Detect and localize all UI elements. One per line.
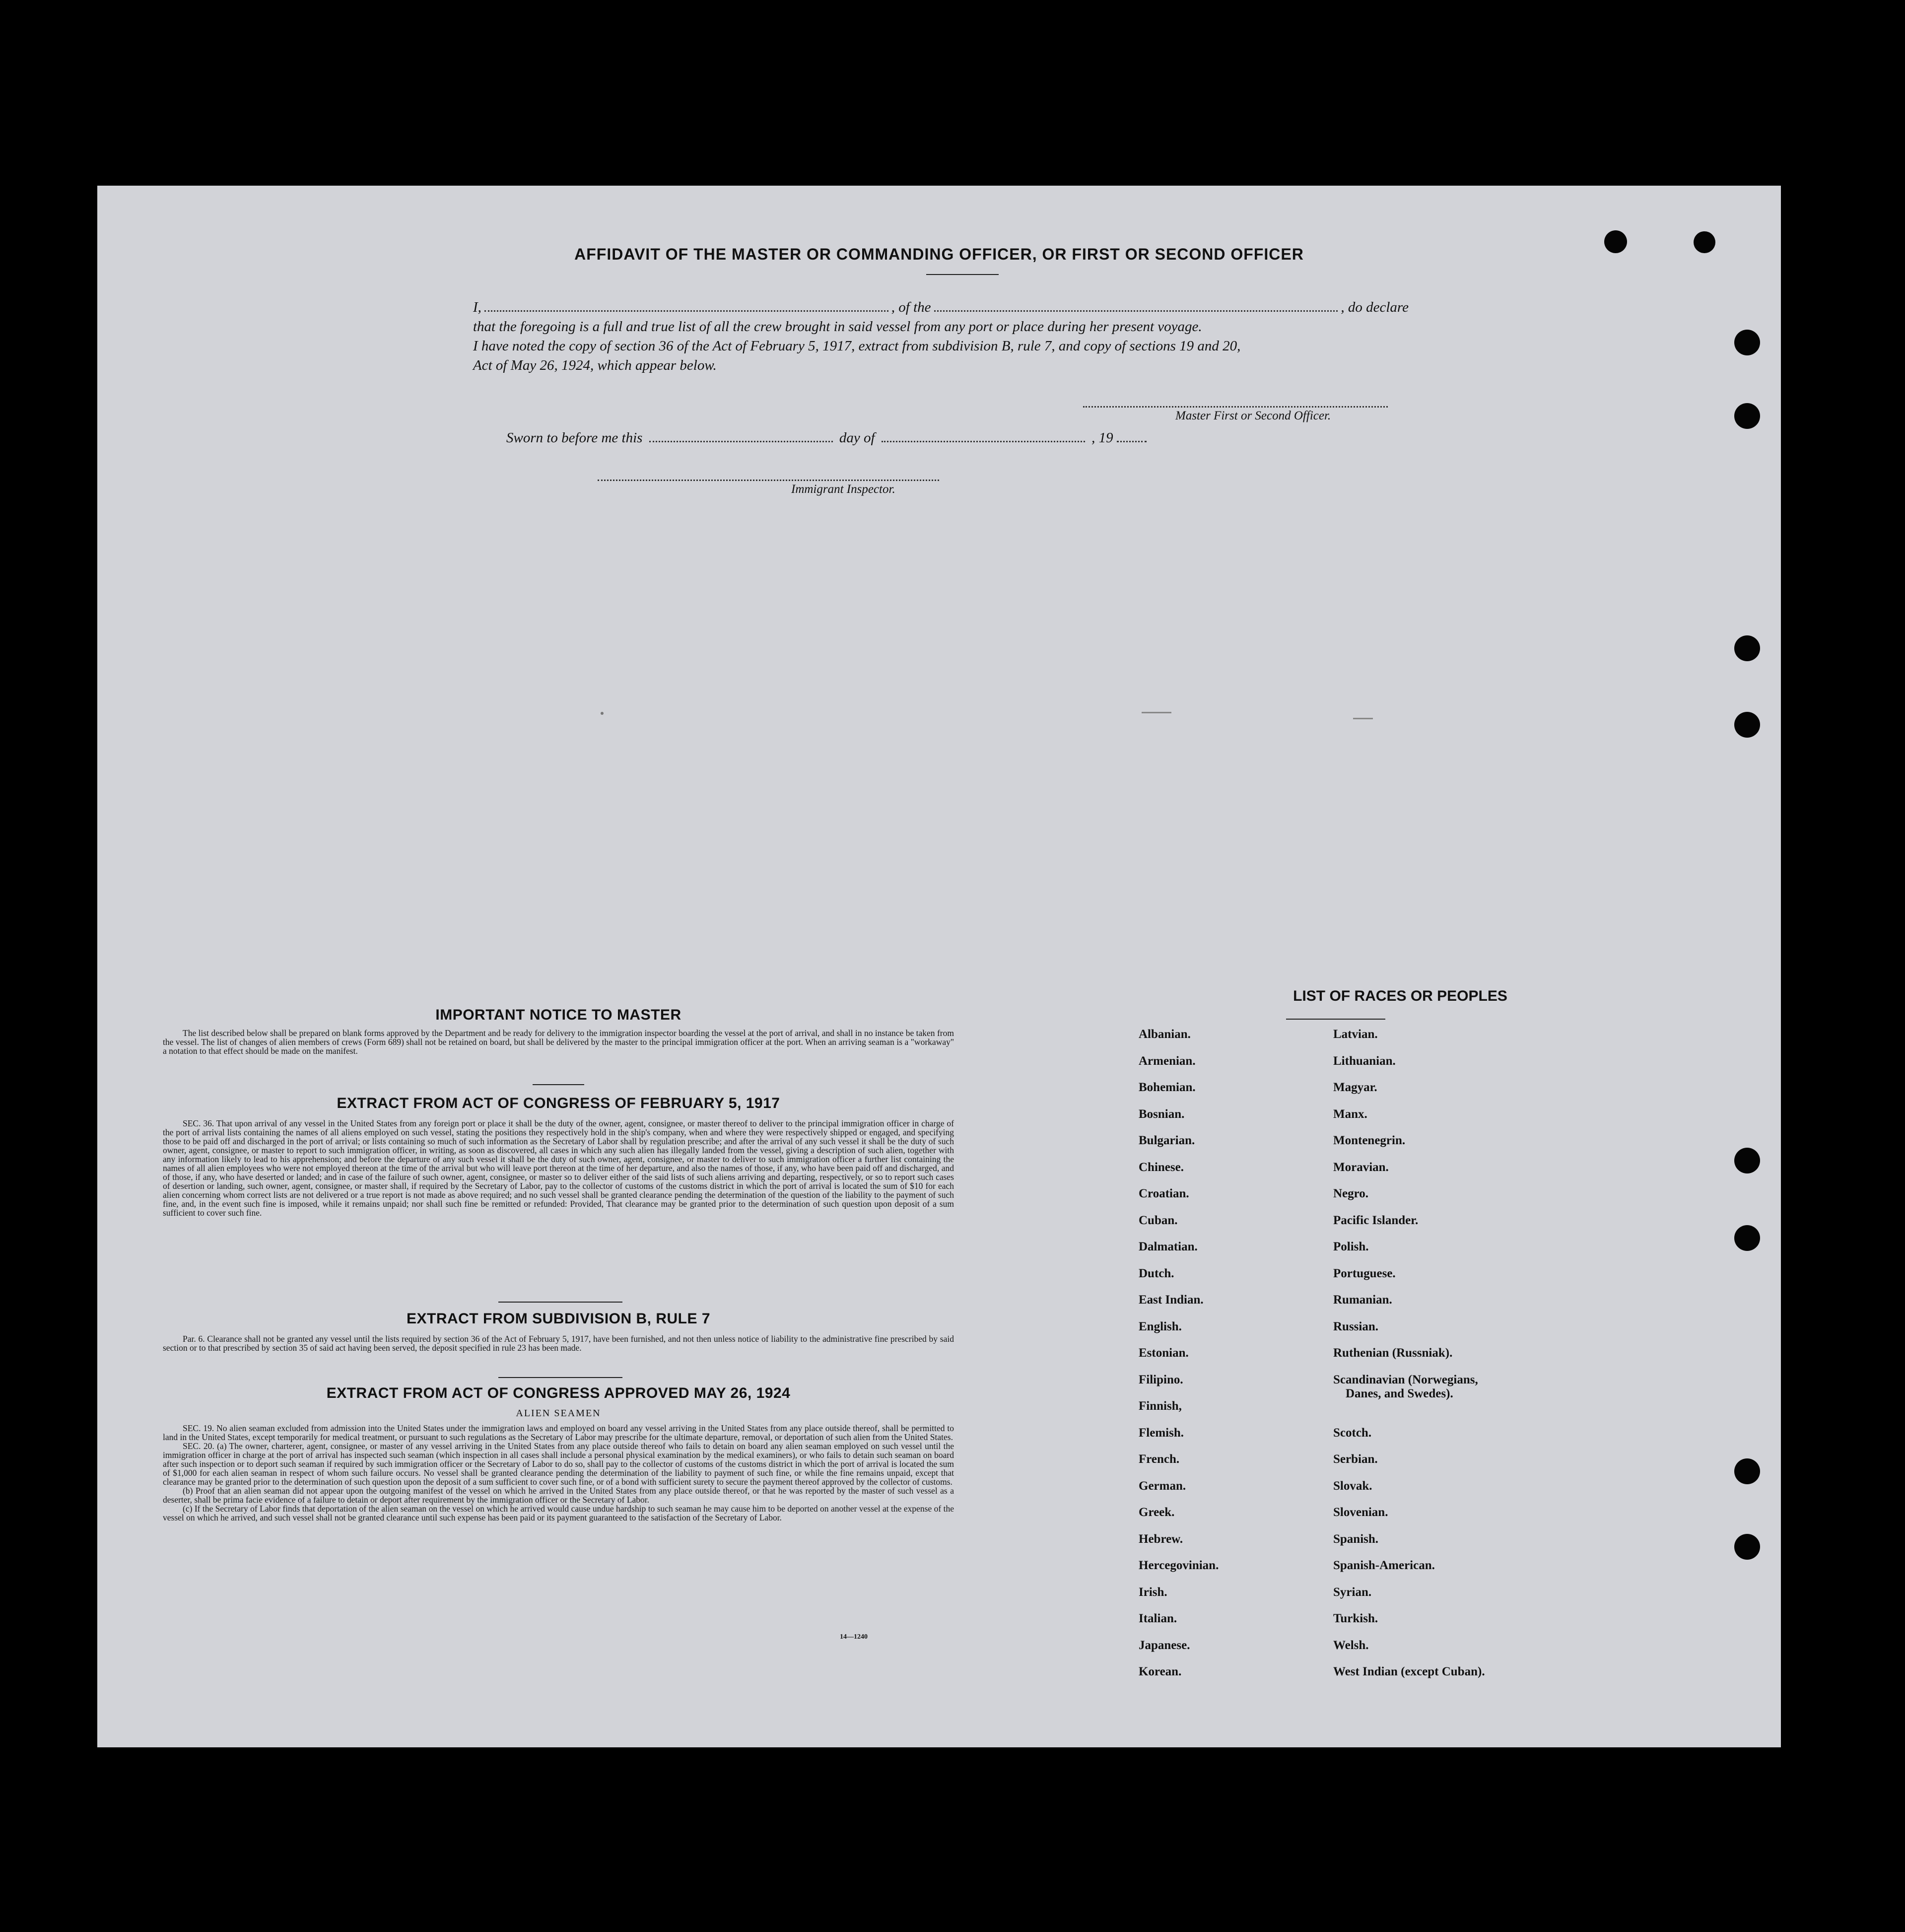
punch-hole: [1734, 1458, 1760, 1484]
race-item-left: Bosnian.: [1139, 1107, 1185, 1121]
sworn-line: [506, 428, 1147, 446]
race-item-left: Bulgarian.: [1139, 1134, 1195, 1147]
affidavit-title: AFFIDAVIT OF THE MASTER OR COMMANDING OFFICER, OR FIRST OR SECOND OFFICER: [574, 245, 1304, 263]
race-item-left: German.: [1139, 1479, 1186, 1493]
race-item-left: Hercegovinian.: [1139, 1559, 1219, 1572]
extract-1917-text: SEC. 36. That upon arrival of any vessel in the United States from any foreign port or place it shall be the duty of the owner, agent, consignee, or master thereof to deliver to the principal immigration officer in charge of the port of arrival lists containing the names of all aliens employed on such vessel, stating the positions they respectively hold in the ship's company, when and where they were respectively shipped or engaged, and specifying those to be paid off and discharged in the port of arrival; or lists containing so much of such information as the Secretary of Labor shall by regulation prescribe; and after the arrival of any such vessel it shall be the duty of such owner, agent, consignee, or master to report to such immigration officer, in writing, as soon as discovered, all cases in which any such alien has illegally landed from the vessel, giving a description of such alien, together with any information likely to lead to his apprehension; and before the departure of any such vessel it shall be the duty of such owner, agent, consignee, or master to deliver to such immigration officer a further list containing the names of all alien employees who were not employed thereon at the time of the arrival but who will leave port thereon at the time of her departure, and also the names of those, if any, who have been paid off and discharged, and of those, if any, who have deserted or landed; and in case of the failure of such owner, agent, consignee, or master so to deliver either of the said lists of such aliens arriving and departing, respectively, or so to report such cases of desertion or landing, such owner, agent, consignee, or master shall, if required by the Secretary of Labor, pay to the collector of customs of the customs district in which the port of arrival is located the sum of $10 for each alien concerning whom correct lists are not delivered or a true report is not made as above required; and no such vessel shall be granted clearance pending the determination of the question of the liability to the payment of such fine, and, in the event such fine is imposed, while it remains unpaid; nor shall such fine be remitted or refunded: Provided, That clearance may be granted prior to the determination of such question upon deposit of a sum sufficient to cover such fine.: [163, 1118, 954, 1218]
race-item-left: Filipino.: [1139, 1373, 1183, 1386]
race-item-left: Dalmatian.: [1139, 1240, 1198, 1253]
alien-seamen-subtitle: ALIEN SEAMEN: [516, 1408, 601, 1419]
extract-rule7-text: Par. 6. Clearance shall not be granted any vessel until the lists required by section 36 of the Act of February 5, 1917, have been furnished, and not then unless notice of liability to the administrative fine prescribed by said section or to that prescribed by section 35 of said act having been served, the deposit specified in rule 23 has been made.: [163, 1334, 954, 1353]
divider: [926, 274, 999, 275]
affidavit-line-2: that the foregoing is a full and true list of all the crew brought in said vessel from any port or place during her present voyage.: [473, 319, 1202, 335]
race-item-left: English.: [1139, 1319, 1182, 1333]
race-item-right: Negro.: [1333, 1187, 1369, 1200]
races-title: LIST OF RACES OR PEOPLES: [1293, 988, 1507, 1004]
race-item-right: Moravian.: [1333, 1160, 1389, 1174]
affidavit-text: [473, 297, 1409, 375]
extract-rule7-title: EXTRACT FROM SUBDIVISION B, RULE 7: [406, 1311, 711, 1327]
ghost-mark: [601, 712, 604, 715]
race-item-left: Greek.: [1139, 1506, 1175, 1519]
race-item-left: Irish.: [1139, 1585, 1167, 1599]
year-label: , 19: [1091, 430, 1113, 446]
race-item-right: Montenegrin.: [1333, 1134, 1406, 1147]
race-item-left: Italian.: [1139, 1612, 1177, 1625]
sworn-year-field[interactable]: [1117, 428, 1147, 442]
race-item-right: Pacific Islander.: [1333, 1213, 1419, 1227]
sec20c-text: (c) If the Secretary of Labor finds that deportation of the alien seaman on the vessel on which he arrived would cause undue hardship to such seaman he may cause him to be deported on another vessel at the expense of the vessel on which he arrived, and such vessel shall not be granted clearance until such expense has been paid or its payment guaranteed to the satisfaction of the Secretary of Labor.: [163, 1504, 954, 1522]
inspector-label: Immigrant Inspector.: [791, 483, 895, 496]
master-signature-field[interactable]: [1083, 406, 1388, 408]
affidavit-line-1: [473, 297, 1409, 317]
affidavit-declare-label: , do declare: [1341, 299, 1409, 315]
race-item-left: Croatian.: [1139, 1187, 1189, 1200]
race-item-left: Bohemian.: [1139, 1081, 1196, 1094]
race-item-right: Rumanian.: [1333, 1293, 1392, 1307]
punch-hole: [1734, 1225, 1760, 1251]
punch-hole: [1734, 635, 1760, 661]
race-item-right: West Indian (except Cuban).: [1333, 1665, 1485, 1678]
race-item-left: Albanian.: [1139, 1028, 1191, 1041]
divider: [1286, 1019, 1385, 1020]
race-item-right: Spanish-American.: [1333, 1559, 1435, 1572]
affidavit-i-label: I,: [473, 299, 481, 315]
race-item-right: Lithuanian.: [1333, 1054, 1396, 1068]
notice-text: The list described below shall be prepared on blank forms approved by the Department and be ready for delivery to the immigration inspector boarding the vessel at the port of arrival, and shall in no instance be taken from the vessel. The list of changes of alien members of crews (Form 689) shall not be retained on board, but shall be delivered by the master to the principal immigration officer at the port. When an arriving seaman is a "workaway" a notation to that effect should be made on the manifest.: [163, 1028, 954, 1056]
sworn-label: Sworn to before me this: [506, 430, 643, 446]
manifest-page: [97, 186, 1781, 1747]
sec20a-text: SEC. 20. (a) The owner, charterer, agent, consignee, or master of any vessel arriving in the United States from any place outside thereof who fails to detain on board any alien seaman employed on such vessel until the immigration officer in charge at the port of arrival has inspected such seaman (which inspection in all cases shall include a personal physical examination by the medical examiners), or who fails to detain such seaman on board after such inspection or to deport such seaman if required by such immigration officer or the Secretary of Labor to do so, shall pay to the collector of customs of the customs district in which the port of arrival is located the sum of $1,000 for each alien seaman in respect of whom such failure occurs. No vessel shall be granted clearance pending the determination of the liability to payment of such fine, or while the fine remains unpaid, except that clearance may be granted prior to the determination of such question upon the deposit of a sum sufficient to cover such fine, or of a bond with sufficient surety to secure the payment thereof approved by the collector of customs.: [163, 1441, 954, 1487]
race-item-left: Chinese.: [1139, 1160, 1184, 1174]
inspector-signature-field[interactable]: [598, 480, 939, 481]
race-item-left: Finnish,: [1139, 1399, 1182, 1413]
divider: [498, 1302, 622, 1303]
race-item-left: Estonian.: [1139, 1346, 1189, 1360]
divider: [498, 1377, 622, 1378]
race-item-left: Armenian.: [1139, 1054, 1196, 1068]
affidavit-line-3: I have noted the copy of section 36 of the Act of February 5, 1917, extract from subdivision B, rule 7, and copy of sections 19 and 20,: [473, 338, 1241, 354]
sworn-day-field[interactable]: [649, 428, 833, 442]
race-item-right: Scandinavian (Norwegians, Danes, and Swedes).: [1333, 1373, 1478, 1400]
vessel-name-field[interactable]: [934, 297, 1338, 312]
affidavit-of-the-label: , of the: [891, 299, 931, 315]
race-item-right: Slovenian.: [1333, 1506, 1388, 1519]
race-item-right: Spanish.: [1333, 1532, 1379, 1546]
race-item-left: East Indian.: [1139, 1293, 1204, 1307]
affidavit-line-4: Act of May 26, 1924, which appear below.: [473, 357, 717, 373]
race-item-right: Latvian.: [1333, 1028, 1378, 1041]
extract-1917-title: EXTRACT FROM ACT OF CONGRESS OF FEBRUARY 5, 1917: [337, 1095, 780, 1111]
punch-hole: [1734, 1148, 1760, 1173]
ghost-mark: [1353, 718, 1373, 719]
race-item-right: Polish.: [1333, 1240, 1369, 1253]
race-item-right: Slovak.: [1333, 1479, 1372, 1493]
master-name-field[interactable]: [484, 297, 888, 312]
race-item-right: Manx.: [1333, 1107, 1367, 1121]
sworn-month-field[interactable]: [882, 428, 1085, 442]
race-item-right: Magyar.: [1333, 1081, 1377, 1094]
race-item-left: Cuban.: [1139, 1213, 1178, 1227]
race-item-right: Ruthenian (Russniak).: [1333, 1346, 1453, 1360]
extract-1924-title: EXTRACT FROM ACT OF CONGRESS APPROVED MAY 26, 1924: [326, 1385, 791, 1401]
punch-hole: [1734, 403, 1760, 429]
race-item-left: Japanese.: [1139, 1638, 1190, 1652]
day-of-label: day of: [839, 430, 875, 446]
race-item-right: Serbian.: [1333, 1452, 1378, 1466]
race-item-right: Scotch.: [1333, 1426, 1372, 1440]
extract-1924-body: [163, 1424, 954, 1522]
race-item-left: Korean.: [1139, 1665, 1182, 1678]
notice-title: IMPORTANT NOTICE TO MASTER: [435, 1007, 681, 1023]
sec19-text: SEC. 19. No alien seaman excluded from admission into the United States under the immigration laws and employed on board any vessel arriving in the United States from any place outside thereof, shall be permitted to land in the United States, except temporarily for medical treatment, or pursuant to such regulations as the Secretary of Labor may prescribe for the ultimate departure, removal, or deportation of such alien from the United States.: [163, 1423, 954, 1442]
race-item-left: French.: [1139, 1452, 1180, 1466]
race-item-right: Russian.: [1333, 1319, 1379, 1333]
form-number: 14—1240: [840, 1633, 868, 1641]
ghost-mark: [1142, 712, 1171, 713]
divider: [533, 1084, 584, 1085]
race-item-right: Turkish.: [1333, 1612, 1378, 1625]
race-item-left: Dutch.: [1139, 1266, 1174, 1280]
punch-hole: [1734, 330, 1760, 355]
race-item-right: Welsh.: [1333, 1638, 1369, 1652]
race-item-left: Flemish.: [1139, 1426, 1184, 1440]
punch-hole: [1734, 1534, 1760, 1560]
race-item-right: Syrian.: [1333, 1585, 1372, 1599]
master-signature-label: Master First or Second Officer.: [1175, 409, 1331, 422]
race-item-right: Portuguese.: [1333, 1266, 1396, 1280]
punch-hole: [1734, 712, 1760, 738]
race-item-left: Hebrew.: [1139, 1532, 1183, 1546]
sec20b-text: (b) Proof that an alien seaman did not appear upon the outgoing manifest of the vessel on which he arrived in the United States from any place outside thereof, or that he was reported by the master of such vessel as a deserter, shall be prima facie evidence of a failure to detain or deport after requirement by the immigration officer or the Secretary of Labor.: [163, 1486, 954, 1505]
